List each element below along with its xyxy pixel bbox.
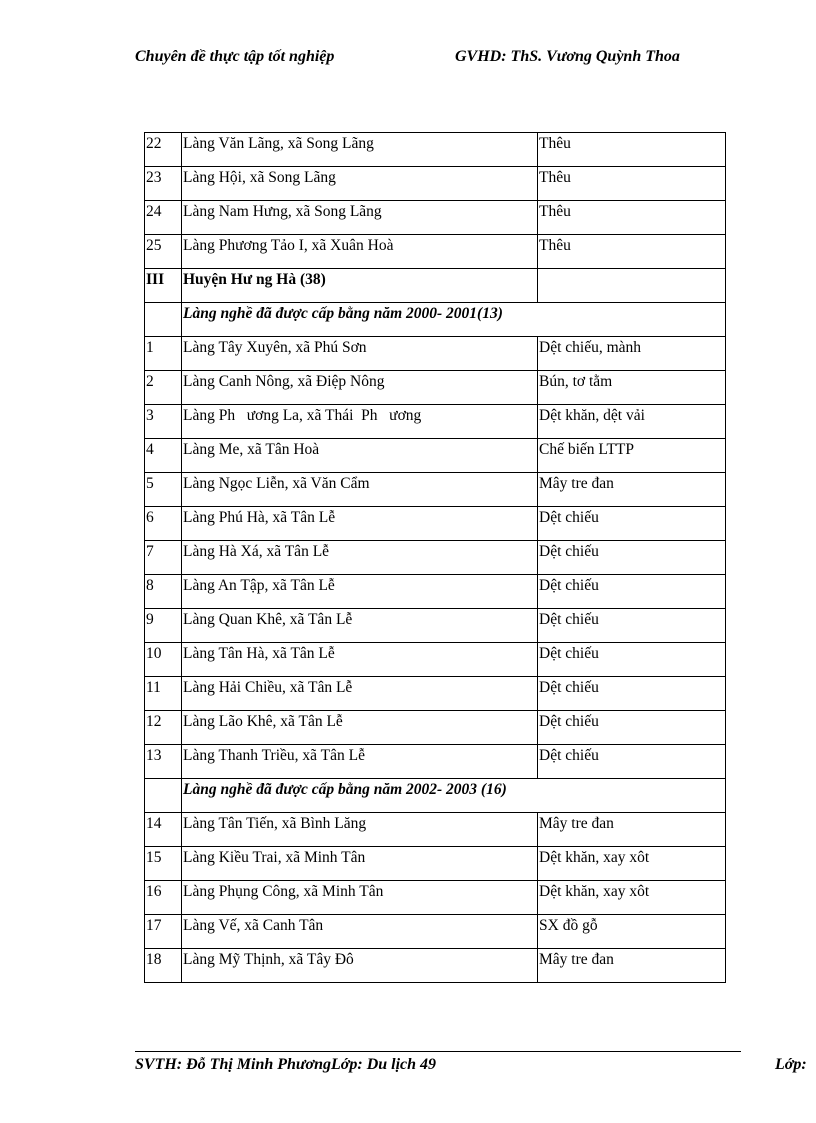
village-name: Làng Thanh Triều, xã Tân Lễ	[182, 745, 538, 779]
table-row	[145, 745, 726, 779]
row-number: 5	[145, 473, 182, 507]
village-name: Làng An Tập, xã Tân Lễ	[182, 575, 538, 609]
section-title: Làng nghề đã được cấp bằng năm 2002- 2003 (16)	[182, 779, 726, 813]
table-row	[145, 133, 726, 167]
village-product: Thêu	[538, 167, 726, 201]
village-product: Mây tre đan	[538, 813, 726, 847]
row-number: 11	[145, 677, 182, 711]
row-number: 16	[145, 881, 182, 915]
village-product: Dệt chiếu	[538, 541, 726, 575]
table-row	[145, 609, 726, 643]
village-product: Mây tre đan	[538, 473, 726, 507]
village-product: Dệt chiếu	[538, 745, 726, 779]
village-product: Thêu	[538, 201, 726, 235]
row-number: 1	[145, 337, 182, 371]
table-row	[145, 711, 726, 745]
table-row	[145, 439, 726, 473]
village-product: Dệt chiếu	[538, 711, 726, 745]
header-right: GVHD: ThS. Vương Quỳnh Thoa	[455, 48, 680, 65]
row-number	[145, 779, 182, 813]
table-row	[145, 677, 726, 711]
table-row	[145, 575, 726, 609]
footer-left: SVTH: Đỗ Thị Minh PhươngLớp: Du lịch 49	[135, 1056, 437, 1073]
table-row	[145, 337, 726, 371]
village-product: Dệt chiếu	[538, 677, 726, 711]
table-row	[145, 507, 726, 541]
village-name: Làng Tây Xuyên, xã Phú Sơn	[182, 337, 538, 371]
table-row	[145, 847, 726, 881]
village-product: Dệt chiếu, mành	[538, 337, 726, 371]
village-name: Làng Phụng Công, xã Minh Tân	[182, 881, 538, 915]
village-name: Làng Canh Nông, xã Điệp Nông	[182, 371, 538, 405]
row-number: 8	[145, 575, 182, 609]
row-number: III	[145, 269, 182, 303]
footer-right: Lớp:	[775, 1056, 807, 1073]
row-number: 22	[145, 133, 182, 167]
section-title: Làng nghề đã được cấp bằng năm 2000- 2001(13)	[182, 303, 726, 337]
header-left: Chuyên đề thực tập tốt nghiệp	[135, 48, 335, 65]
village-name: Làng Ph ương La, xã Thái Ph ương	[182, 405, 538, 439]
village-product: Dệt chiếu	[538, 507, 726, 541]
row-number: 25	[145, 235, 182, 269]
village-product: Dệt chiếu	[538, 575, 726, 609]
row-number: 7	[145, 541, 182, 575]
table-row	[145, 371, 726, 405]
village-product: Dệt khăn, dệt vải	[538, 405, 726, 439]
village-product: Dệt chiếu	[538, 643, 726, 677]
village-name: Làng Quan Khê, xã Tân Lễ	[182, 609, 538, 643]
village-product: Dệt chiếu	[538, 609, 726, 643]
row-number: 2	[145, 371, 182, 405]
table-row	[145, 643, 726, 677]
village-product: Bún, tơ tằm	[538, 371, 726, 405]
village-name: Làng Me, xã Tân Hoà	[182, 439, 538, 473]
table-row	[145, 949, 726, 983]
village-name: Làng Văn Lãng, xã Song Lãng	[182, 133, 538, 167]
row-number: 13	[145, 745, 182, 779]
row-number: 24	[145, 201, 182, 235]
village-name: Làng Phương Tảo I, xã Xuân Hoà	[182, 235, 538, 269]
row-number: 15	[145, 847, 182, 881]
row-number: 17	[145, 915, 182, 949]
row-number: 3	[145, 405, 182, 439]
row-number: 14	[145, 813, 182, 847]
village-product	[538, 269, 726, 303]
section-row	[145, 779, 726, 813]
village-product: Dệt khăn, xay xôt	[538, 881, 726, 915]
district-name: Huyện Hư ng Hà (38)	[182, 269, 538, 303]
village-name: Làng Hà Xá, xã Tân Lễ	[182, 541, 538, 575]
section-row	[145, 303, 726, 337]
row-number	[145, 303, 182, 337]
table-row	[145, 405, 726, 439]
craft-village-table	[144, 132, 726, 983]
village-name: Làng Lão Khê, xã Tân Lễ	[182, 711, 538, 745]
village-name: Làng Phú Hà, xã Tân Lễ	[182, 507, 538, 541]
table-row	[145, 167, 726, 201]
table-row	[145, 201, 726, 235]
table-row	[145, 813, 726, 847]
row-number: 6	[145, 507, 182, 541]
village-product: Dệt khăn, xay xôt	[538, 847, 726, 881]
village-name: Làng Mỹ Thịnh, xã Tây Đô	[182, 949, 538, 983]
village-name: Làng Ngọc Liễn, xã Văn Cẩm	[182, 473, 538, 507]
village-product: Chế biến LTTP	[538, 439, 726, 473]
village-name: Làng Vế, xã Canh Tân	[182, 915, 538, 949]
district-row	[145, 269, 726, 303]
village-name: Làng Kiều Trai, xã Minh Tân	[182, 847, 538, 881]
table-row	[145, 473, 726, 507]
row-number: 23	[145, 167, 182, 201]
table-row	[145, 915, 726, 949]
village-name: Làng Hội, xã Song Lãng	[182, 167, 538, 201]
row-number: 9	[145, 609, 182, 643]
village-product: Thêu	[538, 133, 726, 167]
village-name: Làng Hải Chiều, xã Tân Lễ	[182, 677, 538, 711]
table-row	[145, 881, 726, 915]
village-name: Làng Tân Tiến, xã Bình Lăng	[182, 813, 538, 847]
village-product: SX đồ gỗ	[538, 915, 726, 949]
village-product: Thêu	[538, 235, 726, 269]
village-name: Làng Nam Hưng, xã Song Lãng	[182, 201, 538, 235]
row-number: 4	[145, 439, 182, 473]
table-row	[145, 541, 726, 575]
village-product: Mây tre đan	[538, 949, 726, 983]
row-number: 18	[145, 949, 182, 983]
row-number: 12	[145, 711, 182, 745]
row-number: 10	[145, 643, 182, 677]
village-name: Làng Tân Hà, xã Tân Lễ	[182, 643, 538, 677]
table-row	[145, 235, 726, 269]
footer-divider	[135, 1051, 741, 1052]
